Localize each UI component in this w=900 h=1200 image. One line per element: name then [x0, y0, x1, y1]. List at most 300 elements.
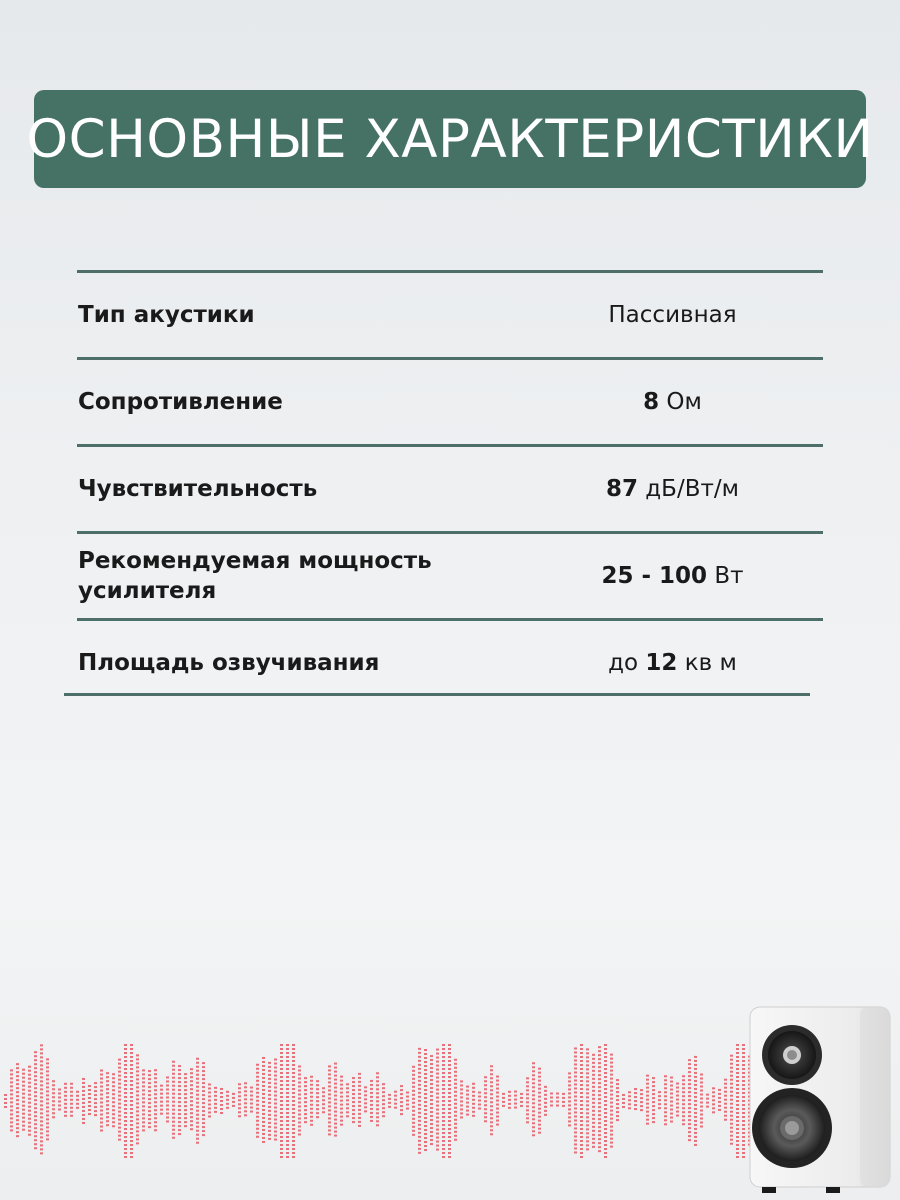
- wave-dot: [256, 1080, 259, 1082]
- wave-dot: [142, 1129, 145, 1131]
- wave-dot: [544, 1106, 547, 1108]
- wave-dot: [202, 1062, 205, 1064]
- wave-dot: [454, 1087, 457, 1089]
- wave-dot: [616, 1107, 619, 1109]
- wave-dot: [688, 1115, 691, 1117]
- wave-dot: [136, 1094, 139, 1096]
- wave-dot: [322, 1091, 325, 1093]
- wave-dot: [172, 1089, 175, 1091]
- wave-dot: [22, 1113, 25, 1115]
- wave-dot: [292, 1156, 295, 1158]
- wave-dot: [124, 1088, 127, 1090]
- wave-dot: [598, 1062, 601, 1064]
- wave-dot: [22, 1121, 25, 1123]
- wave-dot: [148, 1070, 151, 1072]
- wave-dot: [172, 1133, 175, 1135]
- spec-value-unit: дБ/Вт/м: [637, 476, 739, 502]
- wave-dot: [352, 1101, 355, 1103]
- wave-dot: [292, 1076, 295, 1078]
- wave-dot: [130, 1080, 133, 1082]
- wave-dot: [382, 1087, 385, 1089]
- wave-dot: [730, 1055, 733, 1057]
- wave-dot: [418, 1108, 421, 1110]
- wave-dot: [76, 1091, 79, 1093]
- spec-value-unit: Ом: [659, 389, 702, 415]
- wave-dot: [412, 1110, 415, 1112]
- wave-dot: [520, 1105, 523, 1107]
- wave-dot: [142, 1085, 145, 1087]
- wave-dot: [16, 1079, 19, 1081]
- wave-dot: [268, 1070, 271, 1072]
- wave-dot: [460, 1108, 463, 1110]
- wave-dot: [388, 1098, 391, 1100]
- wave-dot: [688, 1135, 691, 1137]
- wave-dot: [532, 1134, 535, 1136]
- wave-dot: [448, 1068, 451, 1070]
- wave-dot: [658, 1107, 661, 1109]
- wave-dot: [688, 1131, 691, 1133]
- wave-dot: [58, 1092, 61, 1094]
- wave-dot: [10, 1113, 13, 1115]
- wave-dot: [574, 1067, 577, 1069]
- wave-dot: [208, 1095, 211, 1097]
- wave-dot: [442, 1104, 445, 1106]
- wave-dot: [328, 1113, 331, 1115]
- wave-dot: [556, 1093, 559, 1095]
- wave-dot: [124, 1044, 127, 1046]
- wave-dot: [484, 1092, 487, 1094]
- wave-dot: [688, 1123, 691, 1125]
- wave-dot: [82, 1086, 85, 1088]
- wave-dot: [526, 1113, 529, 1115]
- wave-dot: [88, 1113, 91, 1115]
- wave-dot: [286, 1148, 289, 1150]
- wave-dot: [118, 1075, 121, 1077]
- wave-dot: [262, 1097, 265, 1099]
- wave-dot: [664, 1123, 667, 1125]
- wave-dot: [508, 1107, 511, 1109]
- wave-dot: [34, 1115, 37, 1117]
- wave-dot: [544, 1086, 547, 1088]
- wave-dot: [592, 1054, 595, 1056]
- wave-dot: [292, 1100, 295, 1102]
- wave-dot: [262, 1065, 265, 1067]
- wave-dot: [148, 1074, 151, 1076]
- wave-dot: [682, 1095, 685, 1097]
- wave-dot: [586, 1120, 589, 1122]
- wave-dot: [208, 1115, 211, 1117]
- wave-dot: [286, 1072, 289, 1074]
- wave-dot: [484, 1088, 487, 1090]
- wave-dot: [40, 1124, 43, 1126]
- wave-dot: [472, 1115, 475, 1117]
- wave-dot: [466, 1098, 469, 1100]
- wave-dot: [202, 1122, 205, 1124]
- wave-dot: [292, 1140, 295, 1142]
- wave-dot: [238, 1087, 241, 1089]
- wave-dot: [310, 1076, 313, 1078]
- wave-dot: [208, 1107, 211, 1109]
- wave-dot: [148, 1090, 151, 1092]
- wave-dot: [316, 1096, 319, 1098]
- wave-dot: [436, 1105, 439, 1107]
- wave-dot: [262, 1117, 265, 1119]
- wave-dot: [364, 1106, 367, 1108]
- wave-dot: [736, 1148, 739, 1150]
- wave-dot: [118, 1111, 121, 1113]
- wave-dot: [352, 1097, 355, 1099]
- wave-dot: [454, 1067, 457, 1069]
- wave-dot: [616, 1111, 619, 1113]
- wave-dot: [592, 1106, 595, 1108]
- wave-dot: [292, 1120, 295, 1122]
- wave-dot: [496, 1112, 499, 1114]
- wave-dot: [100, 1102, 103, 1104]
- wave-dot: [424, 1101, 427, 1103]
- wave-dot: [610, 1066, 613, 1068]
- wave-dot: [490, 1089, 493, 1091]
- wave-dot: [328, 1109, 331, 1111]
- wave-dot: [256, 1132, 259, 1134]
- wave-dot: [304, 1097, 307, 1099]
- wave-dot: [172, 1097, 175, 1099]
- wave-dot: [22, 1077, 25, 1079]
- wave-dot: [178, 1073, 181, 1075]
- wave-dot: [262, 1101, 265, 1103]
- wave-dot: [538, 1072, 541, 1074]
- wave-dot: [538, 1096, 541, 1098]
- wave-dot: [118, 1099, 121, 1101]
- wave-dot: [742, 1092, 745, 1094]
- wave-dot: [340, 1080, 343, 1082]
- wave-dot: [640, 1089, 643, 1091]
- wave-dot: [118, 1067, 121, 1069]
- wave-dot: [256, 1104, 259, 1106]
- wave-dot: [130, 1088, 133, 1090]
- wave-dot: [106, 1120, 109, 1122]
- wave-dot: [328, 1093, 331, 1095]
- spec-value-number: 87: [605, 476, 638, 502]
- wave-dot: [580, 1052, 583, 1054]
- wave-dot: [730, 1103, 733, 1105]
- wave-dot: [280, 1060, 283, 1062]
- wave-dot: [424, 1117, 427, 1119]
- wave-dot: [562, 1101, 565, 1103]
- wave-dot: [184, 1081, 187, 1083]
- wave-dot: [442, 1132, 445, 1134]
- wave-dot: [298, 1105, 301, 1107]
- wave-dot: [502, 1105, 505, 1107]
- wave-dot: [574, 1051, 577, 1053]
- wave-dot: [610, 1098, 613, 1100]
- wave-dot: [40, 1088, 43, 1090]
- wave-dot: [448, 1080, 451, 1082]
- wave-dot: [466, 1110, 469, 1112]
- wave-dot: [340, 1104, 343, 1106]
- wave-dot: [436, 1141, 439, 1143]
- wave-dot: [592, 1130, 595, 1132]
- wave-dot: [268, 1110, 271, 1112]
- wave-dot: [190, 1076, 193, 1078]
- wave-dot: [202, 1066, 205, 1068]
- wave-dot: [340, 1092, 343, 1094]
- wave-dot: [40, 1068, 43, 1070]
- wave-dot: [598, 1114, 601, 1116]
- wave-dot: [418, 1084, 421, 1086]
- wave-dot: [106, 1080, 109, 1082]
- wave-dot: [562, 1105, 565, 1107]
- wave-dot: [580, 1156, 583, 1158]
- wave-dot: [670, 1097, 673, 1099]
- wave-dot: [292, 1124, 295, 1126]
- wave-dot: [118, 1115, 121, 1117]
- wave-dot: [736, 1084, 739, 1086]
- wave-dot: [466, 1102, 469, 1104]
- wave-dot: [538, 1100, 541, 1102]
- wave-dot: [148, 1098, 151, 1100]
- wave-dot: [142, 1125, 145, 1127]
- wave-dot: [634, 1104, 637, 1106]
- wave-dot: [484, 1116, 487, 1118]
- wave-dot: [652, 1117, 655, 1119]
- wave-dot: [670, 1081, 673, 1083]
- wave-dot: [670, 1093, 673, 1095]
- wave-dot: [358, 1113, 361, 1115]
- wave-dot: [22, 1073, 25, 1075]
- wave-dot: [190, 1104, 193, 1106]
- wave-dot: [286, 1136, 289, 1138]
- wave-dot: [706, 1102, 709, 1104]
- wave-dot: [34, 1139, 37, 1141]
- wave-dot: [682, 1111, 685, 1113]
- wave-dot: [364, 1110, 367, 1112]
- wave-dot: [700, 1082, 703, 1084]
- wave-dot: [592, 1086, 595, 1088]
- wave-dot: [616, 1119, 619, 1121]
- wave-dot: [166, 1100, 169, 1102]
- wave-dot: [412, 1098, 415, 1100]
- wave-dot: [580, 1120, 583, 1122]
- wave-dot: [526, 1105, 529, 1107]
- wave-dot: [442, 1112, 445, 1114]
- spec-row-area: [78, 631, 838, 695]
- wave-dot: [334, 1135, 337, 1137]
- wave-dot: [310, 1092, 313, 1094]
- wave-dot: [292, 1088, 295, 1090]
- wave-dot: [88, 1093, 91, 1095]
- wave-dot: [502, 1093, 505, 1095]
- wave-dot: [202, 1130, 205, 1132]
- wave-dot: [274, 1131, 277, 1133]
- wave-dot: [178, 1097, 181, 1099]
- wave-dot: [448, 1156, 451, 1158]
- wave-dot: [16, 1135, 19, 1137]
- wave-dot: [28, 1066, 31, 1068]
- wave-dot: [472, 1103, 475, 1105]
- wave-dot: [424, 1073, 427, 1075]
- wave-dot: [40, 1044, 43, 1046]
- wave-dot: [604, 1144, 607, 1146]
- wave-dot: [454, 1123, 457, 1125]
- wave-dot: [286, 1092, 289, 1094]
- wave-dot: [160, 1085, 163, 1087]
- wave-dot: [256, 1116, 259, 1118]
- wave-dot: [442, 1152, 445, 1154]
- wave-dot: [730, 1075, 733, 1077]
- wave-dot: [358, 1125, 361, 1127]
- wave-dot: [442, 1116, 445, 1118]
- spec-row-type: [78, 286, 838, 344]
- wave-dot: [130, 1100, 133, 1102]
- wave-dot: [430, 1067, 433, 1069]
- wave-dot: [424, 1133, 427, 1135]
- spec-label: Чувствительность: [78, 476, 318, 502]
- wave-dot: [424, 1089, 427, 1091]
- wave-dot: [274, 1075, 277, 1077]
- wave-dot: [112, 1077, 115, 1079]
- wave-dot: [586, 1136, 589, 1138]
- wave-dot: [10, 1085, 13, 1087]
- wave-dot: [322, 1087, 325, 1089]
- wave-dot: [292, 1052, 295, 1054]
- wave-dot: [34, 1079, 37, 1081]
- wave-dot: [550, 1092, 553, 1094]
- wave-dot: [292, 1148, 295, 1150]
- wave-dot: [538, 1080, 541, 1082]
- wave-dot: [676, 1099, 679, 1101]
- wave-dot: [160, 1089, 163, 1091]
- wave-dot: [724, 1083, 727, 1085]
- wave-dot: [280, 1112, 283, 1114]
- wave-dot: [490, 1085, 493, 1087]
- wave-dot: [178, 1125, 181, 1127]
- wave-dot: [496, 1124, 499, 1126]
- wave-dot: [328, 1117, 331, 1119]
- wave-dot: [592, 1098, 595, 1100]
- wave-dot: [250, 1087, 253, 1089]
- wave-dot: [100, 1086, 103, 1088]
- wave-dot: [40, 1072, 43, 1074]
- wave-dot: [676, 1103, 679, 1105]
- wave-dot: [286, 1064, 289, 1066]
- wave-dot: [202, 1134, 205, 1136]
- wave-dot: [604, 1140, 607, 1142]
- wave-dot: [562, 1093, 565, 1095]
- wave-dot: [496, 1084, 499, 1086]
- wave-dot: [448, 1116, 451, 1118]
- wave-dot: [442, 1088, 445, 1090]
- wave-dot: [238, 1099, 241, 1101]
- wave-dot: [490, 1097, 493, 1099]
- wave-dot: [580, 1076, 583, 1078]
- wave-dot: [628, 1091, 631, 1093]
- wave-dot: [364, 1102, 367, 1104]
- wave-dot: [724, 1111, 727, 1113]
- wave-dot: [46, 1138, 49, 1140]
- wave-dot: [688, 1127, 691, 1129]
- wave-dot: [70, 1095, 73, 1097]
- wave-dot: [172, 1077, 175, 1079]
- wave-dot: [10, 1101, 13, 1103]
- wave-dot: [274, 1099, 277, 1101]
- wave-dot: [418, 1100, 421, 1102]
- wave-dot: [742, 1080, 745, 1082]
- wave-dot: [106, 1088, 109, 1090]
- wave-dot: [46, 1086, 49, 1088]
- wave-dot: [586, 1140, 589, 1142]
- wave-dot: [190, 1116, 193, 1118]
- wave-dot: [190, 1112, 193, 1114]
- wave-dot: [742, 1084, 745, 1086]
- wave-dot: [412, 1066, 415, 1068]
- wave-dot: [430, 1071, 433, 1073]
- wave-dot: [136, 1090, 139, 1092]
- wave-dot: [610, 1134, 613, 1136]
- wave-dot: [478, 1100, 481, 1102]
- wave-dot: [220, 1104, 223, 1106]
- wave-dot: [118, 1091, 121, 1093]
- wave-dot: [610, 1106, 613, 1108]
- wave-dot: [694, 1124, 697, 1126]
- wave-dot: [544, 1098, 547, 1100]
- wave-dot: [196, 1078, 199, 1080]
- wave-dot: [598, 1098, 601, 1100]
- wave-dot: [100, 1094, 103, 1096]
- wave-dot: [412, 1078, 415, 1080]
- wave-dot: [520, 1101, 523, 1103]
- wave-dot: [730, 1107, 733, 1109]
- wave-dot: [40, 1120, 43, 1122]
- wave-dot: [286, 1096, 289, 1098]
- wave-dot: [736, 1144, 739, 1146]
- wave-dot: [352, 1085, 355, 1087]
- wave-dot: [604, 1124, 607, 1126]
- wave-dot: [610, 1146, 613, 1148]
- wave-dot: [4, 1098, 7, 1100]
- wave-dot: [700, 1126, 703, 1128]
- wave-dot: [532, 1114, 535, 1116]
- wave-dot: [142, 1069, 145, 1071]
- wave-dot: [298, 1073, 301, 1075]
- wave-dot: [514, 1091, 517, 1093]
- wave-dot: [616, 1091, 619, 1093]
- wave-dot: [508, 1099, 511, 1101]
- wave-dot: [742, 1104, 745, 1106]
- wave-dot: [358, 1085, 361, 1087]
- wave-dot: [742, 1088, 745, 1090]
- wave-dot: [598, 1142, 601, 1144]
- wave-dot: [568, 1076, 571, 1078]
- wave-dot: [538, 1068, 541, 1070]
- wave-dot: [130, 1136, 133, 1138]
- wave-dot: [70, 1099, 73, 1101]
- wave-dot: [484, 1104, 487, 1106]
- wave-dot: [142, 1113, 145, 1115]
- wave-dot: [574, 1091, 577, 1093]
- wave-dot: [586, 1076, 589, 1078]
- wave-dot: [286, 1056, 289, 1058]
- wave-dot: [658, 1103, 661, 1105]
- wave-dot: [682, 1087, 685, 1089]
- wave-dot: [574, 1151, 577, 1153]
- wave-dot: [124, 1116, 127, 1118]
- wave-dot: [34, 1103, 37, 1105]
- wave-dot: [448, 1152, 451, 1154]
- wave-dot: [670, 1121, 673, 1123]
- wave-dot: [742, 1140, 745, 1142]
- wave-dot: [280, 1072, 283, 1074]
- wave-dot: [580, 1108, 583, 1110]
